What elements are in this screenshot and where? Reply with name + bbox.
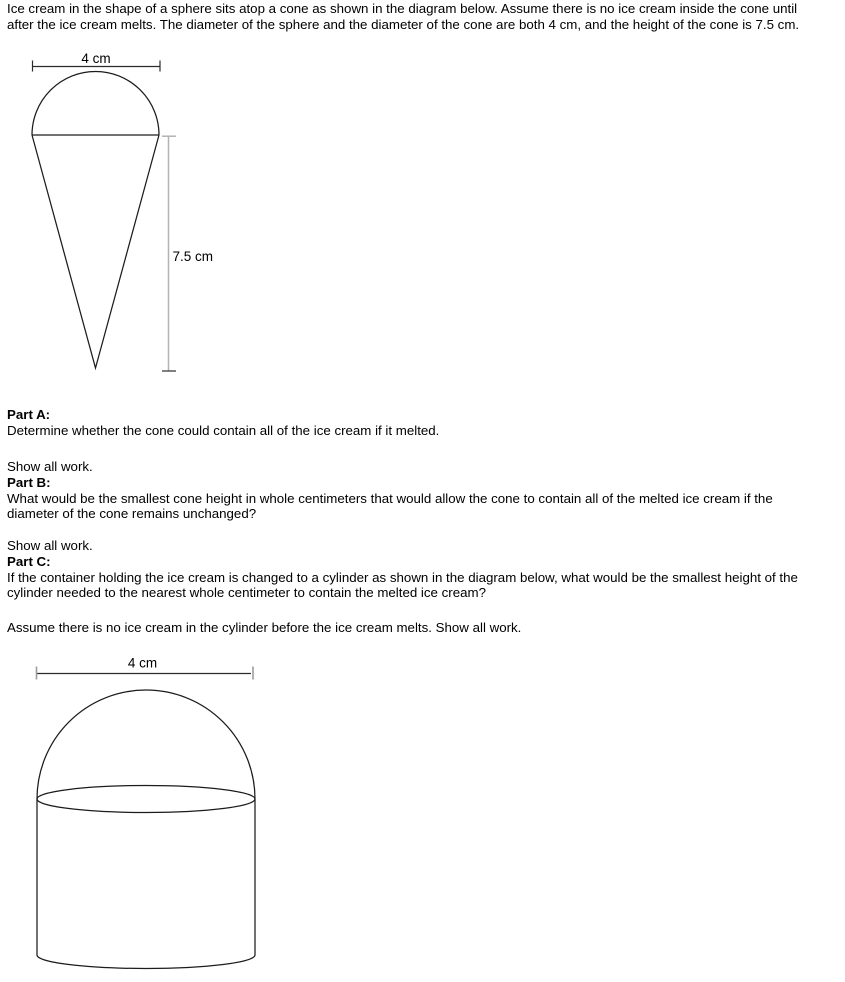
cone-diagram [0,50,240,380]
cone-outline [32,135,159,368]
part-c-body-line-2: cylinder needed to the nearest whole centimeter to contain the melted ice cream? [7,585,486,601]
part-a-show-work: Show all work. [7,459,93,474]
cylinder-diameter-label: 4 cm [127,655,158,671]
intro-paragraph [7,1,799,33]
part-c-section [7,538,798,601]
intro-line-1: Ice cream in the shape of a sphere sits atop a cone as shown in the diagram below. Assume there is no ice cream inside the cone until [7,1,798,16]
cone-height-label: 7.5 cm [172,249,214,264]
part-b-heading: Part B: [7,474,51,490]
part-c-note-line: Assume there is no ice cream in the cylinder before the ice cream melts. Show all work. [7,620,522,635]
cylinder-diagram [0,650,300,982]
intro-line-2: after the ice cream melts. The diameter of the sphere and the diameter of the cone are both 4 cm, and the height of the cone is 7.5 cm. [7,16,800,32]
part-b-body-line-1: What would be the smallest cone height in whole centimeters that would allow the cone to contain all of the melted ice cream if the [7,490,773,506]
part-a-heading: Part A: [7,407,51,422]
part-a-body: Determine whether the cone could contain all of the ice cream if it melted. [7,422,440,438]
cone-diameter-label: 4 cm [81,51,111,66]
cylinder-bottom-arc [37,955,255,968]
part-c-heading: Part C: [7,553,51,569]
part-c-note [7,620,521,636]
part-c-body-line-1: If the container holding the ice cream is changed to a cylinder as shown in the diagram below, what would be the smallest height of the [7,569,798,585]
part-a-section [7,407,439,439]
dome-outline [37,690,255,799]
cylinder-top-ellipse [37,786,255,813]
ice-cream-scoop-outline [32,72,159,136]
part-b-body-line-2: diameter of the cone remains unchanged? [7,506,257,522]
part-b-section [7,459,773,522]
part-b-show-work: Show all work. [7,538,93,553]
